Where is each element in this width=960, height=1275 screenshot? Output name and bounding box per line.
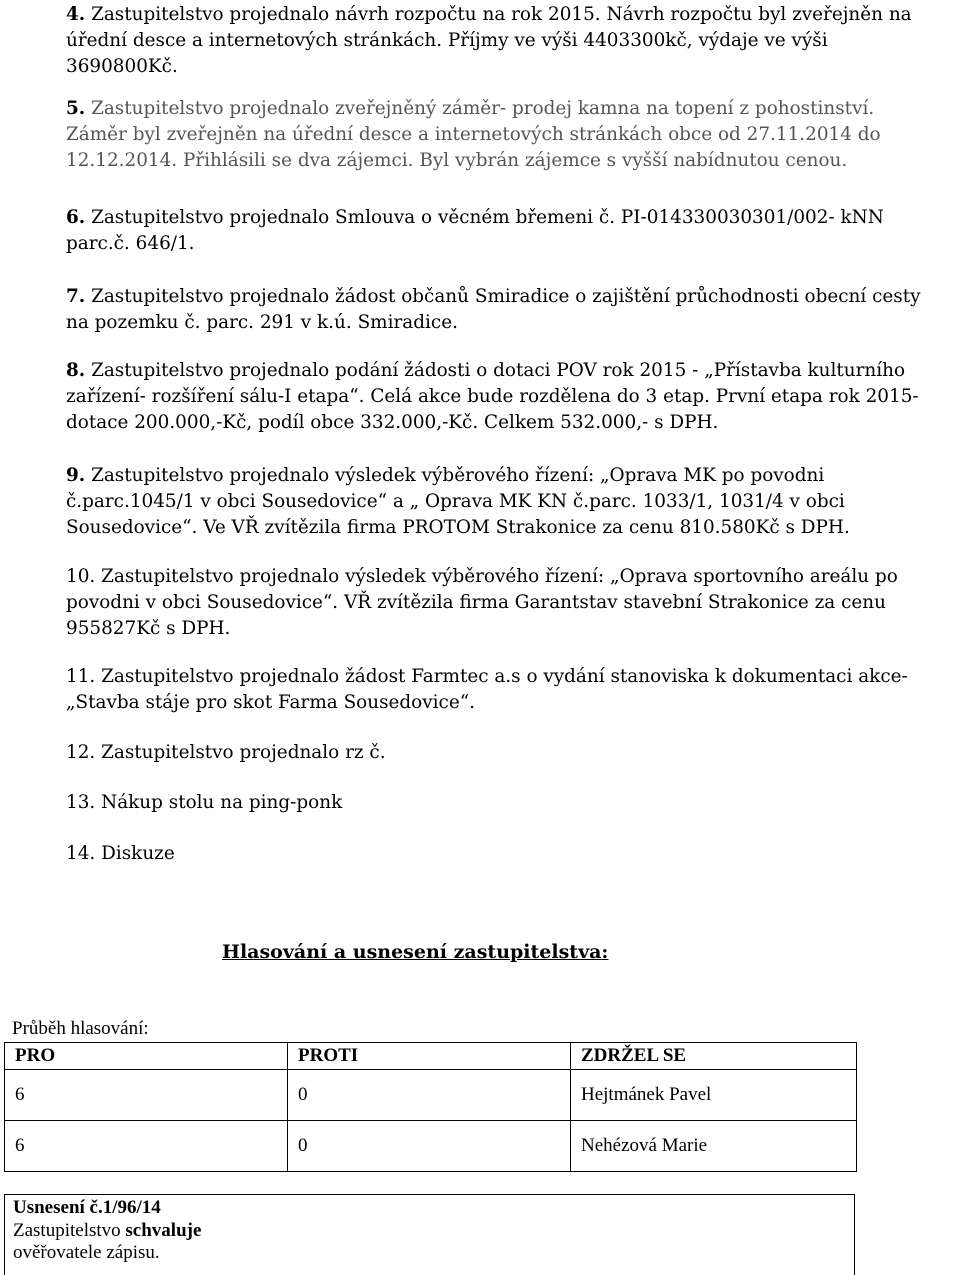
item-number: 6. (66, 207, 86, 228)
table-cell: 0 (288, 1121, 571, 1172)
item-number: 10. (66, 566, 96, 587)
item-text: 12.12.2014. Přihlásili se dva zájemci. Byl vybrán zájemce s vyšší nabídnutou cenou. (66, 150, 848, 171)
item-6 (66, 205, 946, 257)
item-text: Zastupitelstvo projednalo rz č. (101, 742, 386, 763)
item-text: 955827Kč s DPH. (66, 618, 231, 639)
item-text: Zastupitelstvo projednalo žádost občanů Smiradice o zajištění průchodnosti obecní cesty (91, 286, 921, 307)
item-9 (66, 463, 946, 541)
item-number: 12. (66, 742, 96, 763)
item-number: 14. (66, 843, 96, 864)
item-10 (66, 564, 946, 642)
item-12 (66, 740, 946, 766)
table-cell: 6 (5, 1070, 288, 1121)
table-cell: 6 (5, 1121, 288, 1172)
item-number: 5. (66, 98, 86, 119)
item-text: dotace 200.000,-Kč, podíl obce 332.000,-Kč. Celkem 532.000,- s DPH. (66, 412, 719, 433)
item-8 (66, 358, 946, 436)
item-number: 8. (66, 360, 86, 381)
item-text: č.parc.1045/1 v obci Sousedovice“ a „ Oprava MK KN č.parc. 1033/1, 1031/4 v obci (66, 491, 845, 512)
resolution-box (4, 1194, 855, 1275)
resolution-statement (13, 1220, 846, 1243)
column-header-pro: PRO (5, 1043, 288, 1070)
voting-heading: Hlasování a usnesení zastupitelstva: (222, 941, 609, 963)
item-number: 7. (66, 286, 86, 307)
item-text: Zastupitelstvo projednalo návrh rozpočtu na rok 2015. Návrh rozpočtu byl zveřejněn na (91, 4, 912, 25)
table-header-row (5, 1043, 857, 1070)
item-text: na pozemku č. parc. 291 v k.ú. Smiradice. (66, 312, 458, 333)
item-text: Zastupitelstvo projednalo výsledek výběrového řízení: „Oprava sportovního areálu po (101, 566, 898, 587)
resolution-verb: schvaluje (125, 1219, 202, 1241)
voting-label: Průběh hlasování: (12, 1018, 149, 1039)
item-5 (66, 96, 946, 174)
column-header-zdrzel: ZDRŽEL SE (571, 1043, 857, 1070)
item-text: zařízení- rozšíření sálu-I etapa“. Celá akce bude rozdělena do 3 etap. První etapa rok 2015- (66, 386, 919, 407)
item-text: Zastupitelstvo projednalo zveřejněný záměr- prodej kamna na topení z pohostinství. (91, 98, 875, 119)
item-text: „Stavba stáje pro skot Farma Sousedovice“. (66, 692, 475, 713)
item-4 (66, 2, 946, 80)
item-13 (66, 790, 946, 816)
item-11 (66, 664, 946, 716)
item-14 (66, 841, 946, 867)
item-7 (66, 284, 946, 336)
table-cell: Nehézová Marie (571, 1121, 857, 1172)
item-text: úřední desce a internetových stránkách. Příjmy ve výši 4403300kč, výdaje ve výši (66, 30, 828, 51)
resolution-subject: Zastupitelstvo (13, 1219, 126, 1241)
item-number: 13. (66, 792, 96, 813)
voting-table (4, 1042, 857, 1172)
item-text: Zastupitelstvo projednalo žádost Farmtec a.s o vydání stanoviska k dokumentaci akce- (101, 666, 908, 687)
item-text: Sousedovice“. Ve VŘ zvítězila firma PROTOM Strakonice za cenu 810.580Kč s DPH. (66, 517, 850, 538)
item-number: 11. (66, 666, 96, 687)
item-number: 9. (66, 465, 86, 486)
table-row (5, 1121, 857, 1172)
item-text: Nákup stolu na ping-ponk (101, 792, 343, 813)
item-text: Zastupitelstvo projednalo podání žádosti o dotaci POV rok 2015 - „Přístavba kulturního (91, 360, 906, 381)
item-text: parc.č. 646/1. (66, 233, 195, 254)
resolution-title: Usnesení č.1/96/14 (13, 1197, 161, 1218)
item-text: povodni v obci Sousedovice“. VŘ zvítězila firma Garantstav stavební Strakonice za cenu (66, 592, 886, 613)
table-cell: 0 (288, 1070, 571, 1121)
item-text: Diskuze (101, 843, 175, 864)
item-text: Záměr byl zveřejněn na úřední desce a internetových stránkách obce od 27.11.2014 do (66, 124, 881, 145)
table-row (5, 1070, 857, 1121)
item-text: 3690800Kč. (66, 56, 178, 77)
column-header-proti: PROTI (288, 1043, 571, 1070)
item-number: 4. (66, 4, 86, 25)
item-text: Zastupitelstvo projednalo Smlouva o věcném břemeni č. PI-014330030301/002- kNN (91, 207, 884, 228)
resolution-object: ověřovatele zápisu. (13, 1242, 160, 1263)
item-text: Zastupitelstvo projednalo výsledek výběrového řízení: „Oprava MK po povodni (91, 465, 825, 486)
table-cell: Hejtmánek Pavel (571, 1070, 857, 1121)
